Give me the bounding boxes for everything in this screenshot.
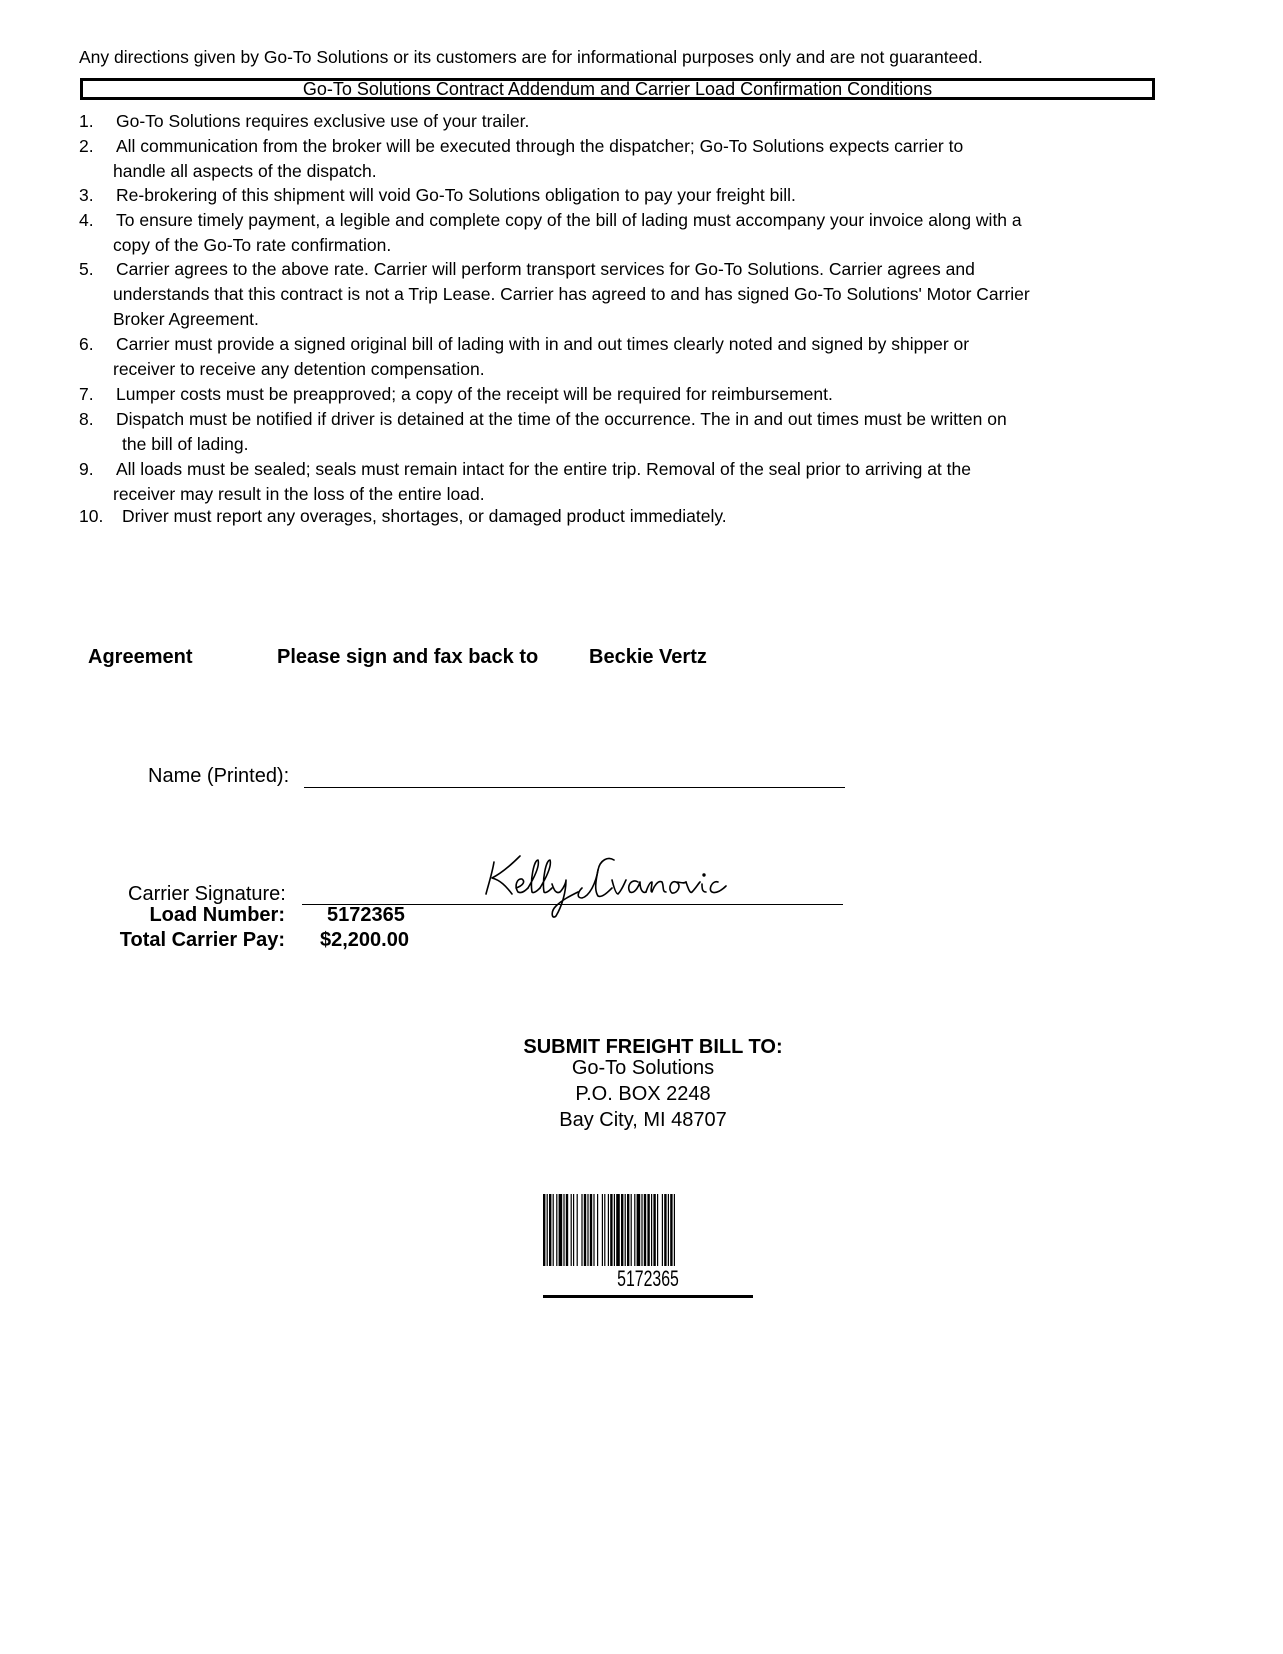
condition-number: 6.	[79, 334, 94, 354]
barcode-bar	[571, 1194, 572, 1266]
barcode-underline	[543, 1295, 753, 1298]
barcode-bar	[616, 1194, 620, 1266]
handwritten-signature	[480, 848, 740, 920]
condition-number: 9.	[79, 459, 94, 479]
condition-number: 1.	[79, 111, 94, 131]
submit-freight-bill-heading: SUBMIT FREIGHT BILL TO:	[523, 1036, 783, 1058]
barcode-bar	[641, 1194, 642, 1266]
condition-number: 5.	[79, 259, 94, 279]
barcode-bar	[610, 1194, 612, 1266]
name-printed-label: Name (Printed):	[148, 765, 290, 787]
barcode-number: 5172365	[617, 1266, 679, 1291]
barcode-bar	[593, 1194, 594, 1266]
condition-text: Carrier agrees to the above rate. Carrier will perform transport services for Go-To Solutions. Carrier agrees and	[116, 259, 975, 279]
condition-text: understands that this contract is not a Trip Lease. Carrier has agreed to and has signed Go-To Solutions' Motor Carrier	[113, 284, 1030, 304]
barcode-bar	[547, 1194, 548, 1266]
barcode-bar	[604, 1194, 605, 1266]
fax-instruction: Please sign and fax back to	[277, 646, 539, 668]
submit-po-box: P.O. BOX 2248	[575, 1083, 711, 1105]
agreement-label: Agreement	[88, 646, 193, 668]
fax-contact-name: Beckie Vertz	[589, 646, 707, 668]
barcode-bar	[621, 1194, 623, 1266]
barcode-bar	[566, 1194, 568, 1266]
barcode-bar	[651, 1194, 652, 1266]
condition-number: 10.	[79, 506, 104, 526]
barcode-bar	[602, 1194, 603, 1266]
barcode-bar	[553, 1194, 554, 1266]
barcode-bar	[597, 1194, 598, 1266]
barcode-bar	[625, 1194, 626, 1266]
barcode-bar	[668, 1194, 669, 1266]
barcode-bar	[657, 1194, 658, 1266]
barcode-bar	[577, 1194, 578, 1266]
barcode-bar	[634, 1194, 635, 1266]
condition-text: All communication from the broker will be executed through the dispatcher; Go-To Solutions expects carrier to	[116, 136, 964, 156]
condition-number: 3.	[79, 185, 94, 205]
carrier-signature-label: Carrier Signature:	[128, 883, 286, 905]
load-number-value: 5172365	[327, 904, 405, 926]
condition-text: All loads must be sealed; seals must remain intact for the entire trip. Removal of the seal prior to arriving at the	[116, 459, 971, 479]
condition-text: Driver must report any overages, shortages, or damaged product immediately.	[122, 506, 727, 526]
barcode-bar	[653, 1194, 655, 1266]
load-number-label: Load Number:	[149, 904, 285, 926]
condition-text: To ensure timely payment, a legible and complete copy of the bill of lading must accompany your invoice along with a	[116, 210, 1022, 230]
barcode-bar	[587, 1194, 588, 1266]
condition-text: receiver may result in the loss of the entire load.	[113, 484, 485, 504]
submit-city: Bay City, MI 48707	[559, 1109, 727, 1131]
condition-number: 8.	[79, 409, 94, 429]
condition-number: 2.	[79, 136, 94, 156]
condition-text: the bill of lading.	[122, 434, 249, 454]
submit-company: Go-To Solutions	[571, 1057, 715, 1079]
condition-text: Broker Agreement.	[113, 309, 259, 329]
condition-text: handle all aspects of the dispatch.	[113, 161, 377, 181]
condition-text: Lumper costs must be preapproved; a copy of the receipt will be required for reimbursement.	[116, 384, 833, 404]
disclaimer-text: Any directions given by Go-To Solutions or its customers are for informational purposes only and are not guaranteed.	[79, 47, 983, 67]
condition-text: receiver to receive any detention compensation.	[113, 359, 485, 379]
barcode-bar	[631, 1194, 632, 1266]
condition-text: Re-brokering of this shipment will void Go-To Solutions obligation to pay your freight bill.	[116, 185, 796, 205]
document-title: Go-To Solutions Contract Addendum and Carrier Load Confirmation Conditions	[80, 78, 1155, 100]
barcode-bar	[644, 1194, 646, 1266]
barcode-bar	[556, 1194, 557, 1266]
barcode-bar	[581, 1194, 582, 1266]
condition-number: 7.	[79, 384, 94, 404]
barcode	[543, 1194, 753, 1304]
barcode-bar	[674, 1194, 675, 1266]
condition-text: Go-To Solutions requires exclusive use of your trailer.	[116, 111, 530, 131]
barcode-bar	[614, 1194, 615, 1266]
barcode-bar	[590, 1194, 592, 1266]
barcode-bar	[637, 1194, 641, 1266]
barcode-bars	[543, 1194, 753, 1266]
barcode-bar	[670, 1194, 672, 1266]
barcode-bar	[627, 1194, 629, 1266]
total-carrier-pay-label: Total Carrier Pay:	[119, 929, 285, 951]
barcode-bar	[549, 1194, 551, 1266]
barcode-bar	[608, 1194, 609, 1266]
barcode-bar	[563, 1194, 564, 1266]
barcode-bar	[647, 1194, 649, 1266]
barcode-bar	[543, 1194, 545, 1266]
condition-text: Dispatch must be notified if driver is detained at the time of the occurrence. The in and out times must be written on	[116, 409, 1007, 429]
condition-number: 4.	[79, 210, 94, 230]
total-carrier-pay-value: $2,200.00	[320, 929, 409, 951]
barcode-bar	[584, 1194, 586, 1266]
barcode-bar	[662, 1194, 663, 1266]
name-printed-line[interactable]	[304, 787, 845, 788]
condition-text: copy of the Go-To rate confirmation.	[113, 235, 392, 255]
barcode-bar	[664, 1194, 666, 1266]
condition-text: Carrier must provide a signed original bill of lading with in and out times clearly noted and signed by shipper or	[116, 334, 970, 354]
barcode-bar	[573, 1194, 574, 1266]
barcode-bar	[559, 1194, 563, 1266]
